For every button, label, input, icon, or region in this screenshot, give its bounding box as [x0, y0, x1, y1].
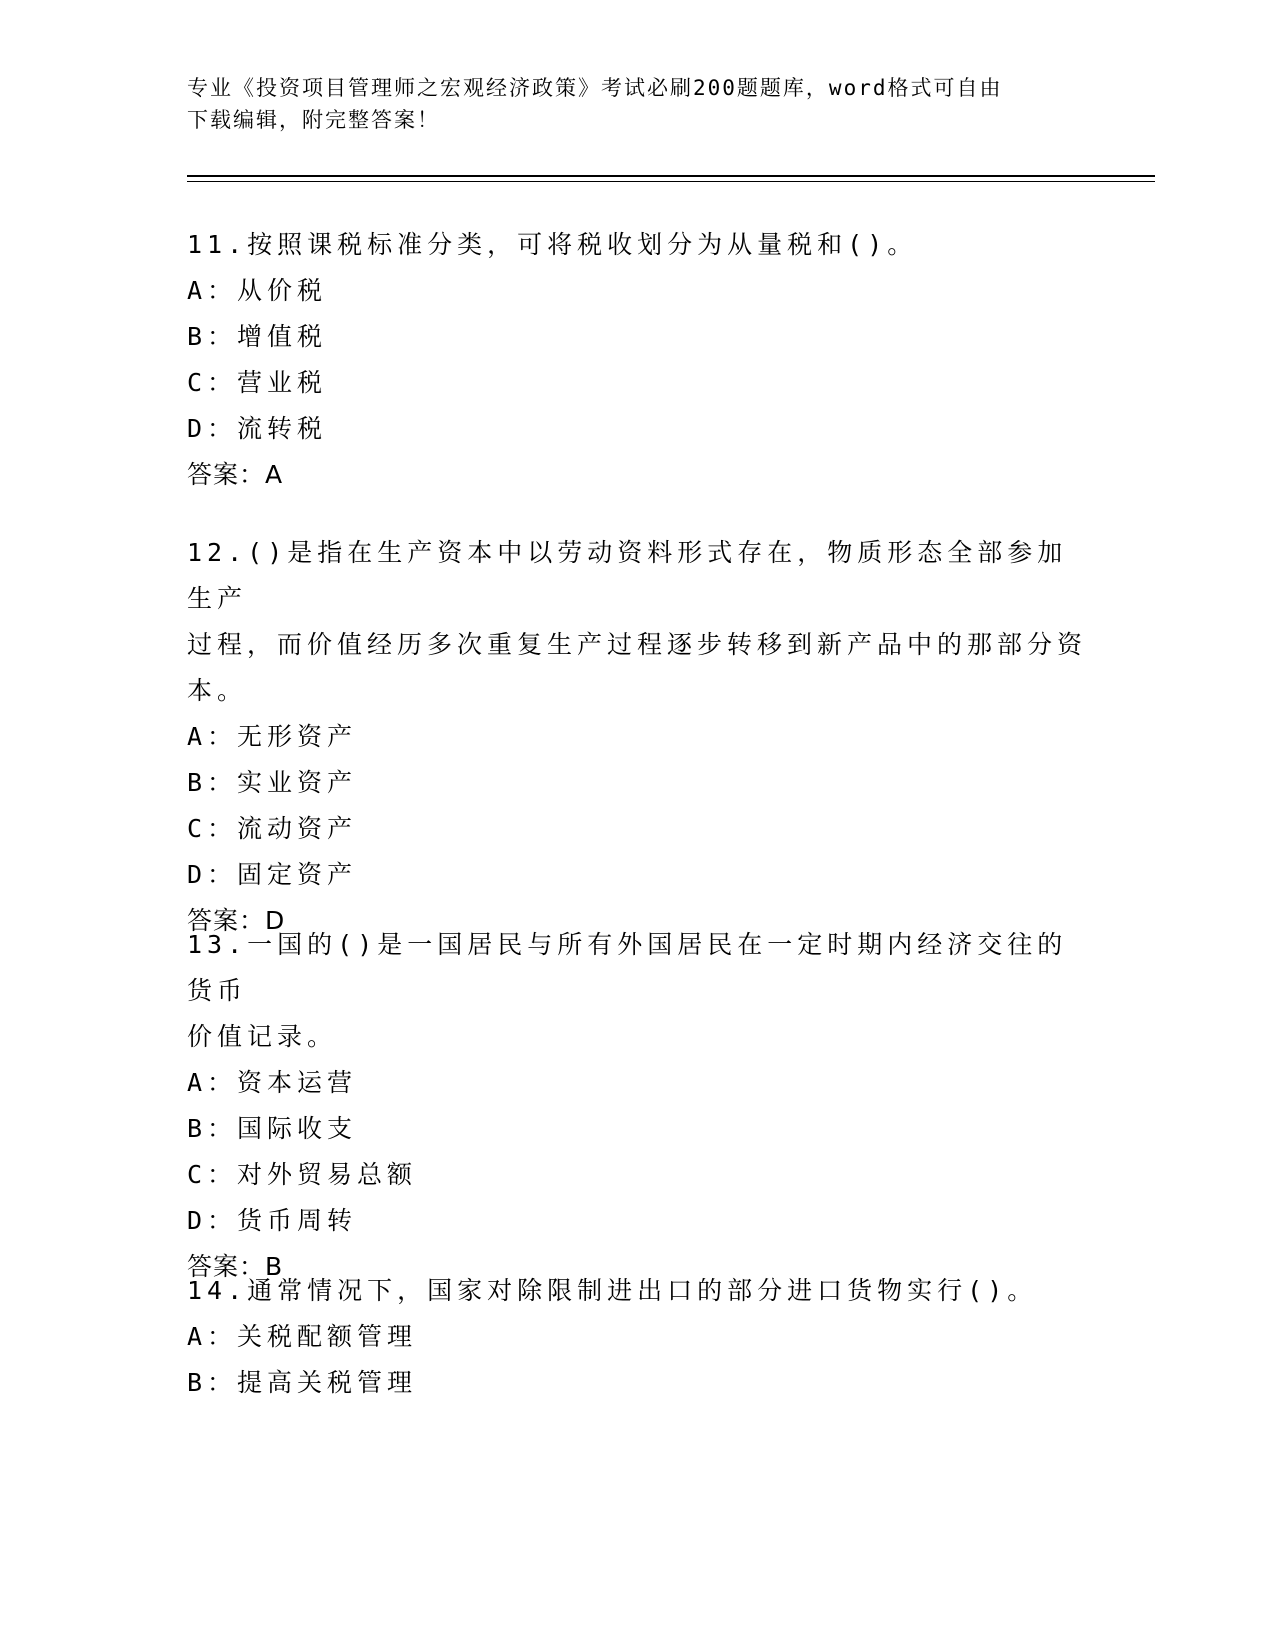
option-a: A：从价税 [187, 276, 328, 305]
option-c: C：营业税 [187, 368, 328, 397]
question-stem-line-3: 本。 [187, 676, 248, 705]
option-b: B：国际收支 [187, 1114, 358, 1143]
option-b: B：增值税 [187, 322, 328, 351]
question-11 [187, 222, 1087, 498]
document-header [187, 72, 1087, 136]
question-stem-line-1: 12.()是指在生产资本中以劳动资料形式存在，物质形态全部参加生产 [187, 538, 1068, 613]
answer: 答案：B [187, 1252, 284, 1281]
option-a: A：关税配额管理 [187, 1322, 418, 1351]
answer: 答案：A [187, 460, 284, 489]
header-line-1: 专业《投资项目管理师之宏观经济政策》考试必刷200题题库，word格式可自由 [187, 76, 1003, 100]
question-stem: 11.按照课税标准分类，可将税收划分为从量税和()。 [187, 230, 918, 259]
option-b: B：提高关税管理 [187, 1368, 418, 1397]
header-divider-thin [187, 181, 1155, 182]
question-12 [187, 530, 1087, 944]
question-stem-line-1: 13.一国的()是一国居民与所有外国居民在一定时期内经济交往的货币 [187, 930, 1068, 1005]
option-d: D：货币周转 [187, 1206, 358, 1235]
header-divider-thick [187, 175, 1155, 177]
option-b: B：实业资产 [187, 768, 358, 797]
question-14 [187, 1268, 1087, 1406]
option-c: C：流动资产 [187, 814, 358, 843]
question-stem-line-2: 过程，而价值经历多次重复生产过程逐步转移到新产品中的那部分资 [187, 630, 1088, 659]
option-a: A：无形资产 [187, 722, 358, 751]
option-d: D：流转税 [187, 414, 328, 443]
option-c: C：对外贸易总额 [187, 1160, 418, 1189]
question-13 [187, 922, 1087, 1290]
question-stem-line-2: 价值记录。 [187, 1022, 338, 1051]
option-d: D：固定资产 [187, 860, 358, 889]
answer: 答案：D [187, 906, 286, 935]
header-line-2: 下载编辑，附完整答案！ [187, 108, 440, 132]
option-a: A：资本运营 [187, 1068, 358, 1097]
question-stem: 14.通常情况下，国家对除限制进出口的部分进口货物实行()。 [187, 1276, 1038, 1305]
